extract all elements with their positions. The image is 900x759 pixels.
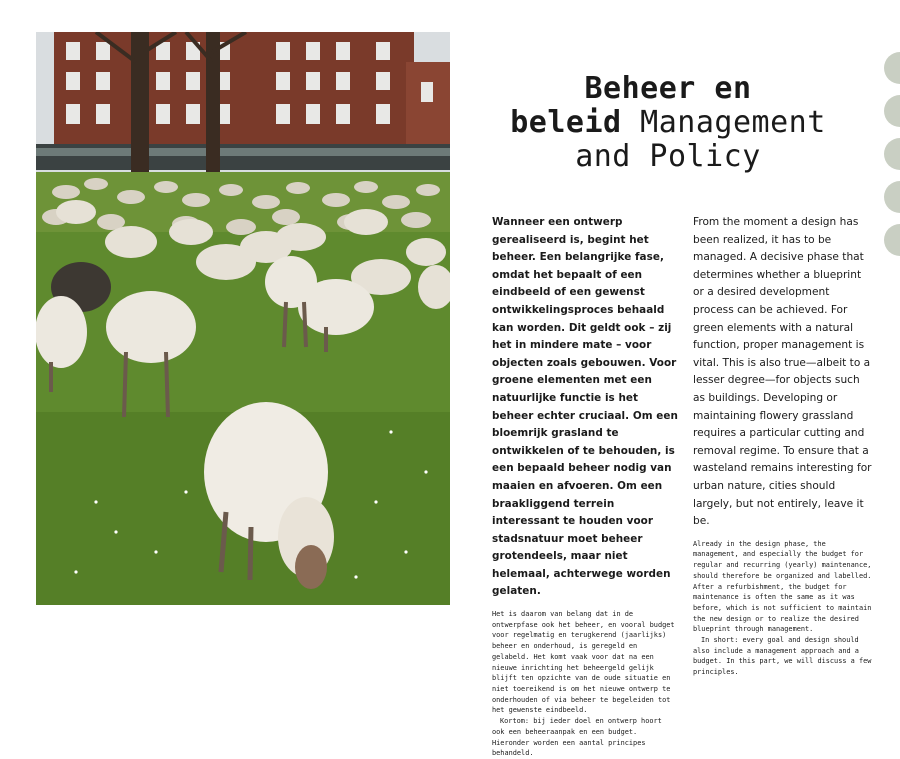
english-column	[693, 214, 873, 678]
title-english-line1: Management	[640, 105, 826, 140]
english-body-paragraph-2: In short: every goal and design should also include a management approach and a budget. In this part, we will discuss a few principles.	[693, 636, 872, 677]
dutch-column	[492, 214, 678, 759]
title-dutch-line1: Beheer en	[584, 71, 752, 106]
title-dutch-line2: beleid	[510, 105, 622, 140]
section-tab-3[interactable]	[884, 138, 900, 170]
dutch-lead-paragraph: Wanneer een ontwerp gerealiseerd is, begint het beheer. Een belangrijke fase, omdat het bepaalt of een eindbeeld of een gewenst ontwikkelingsproces behaald kan worden. Dit geldt ook – zij het in mindere mate – voor objecten zoals gebouwen. Voor groene elementen met een natuurlijke functie is het beheer echter cruciaal. Om een bloemrijk grasland te ontwikkelen of te behouden, is een bepaald beheer nodig van maaien en afvoeren. Om een braakliggend terrein interessant te houden voor stadsnatuur moet beheer grotendeels, maar niet helemaal, achterwege worden gelaten.	[492, 216, 678, 598]
section-tab-2[interactable]	[884, 95, 900, 127]
page-title	[488, 72, 848, 174]
english-body-paragraph-1: Already in the design phase, the management, and especially the budget for regular and recurring (yearly) maintenance, should therefore be organized and labelled. After a refurbishment, the budget for maintenance is often the same as it was before, which is not sufficient to maintain the new design or to realize the desired blueprint through management.	[693, 539, 872, 634]
sheep-photo	[36, 32, 450, 605]
english-lead-paragraph: From the moment a design has been realized, it has to be managed. A decisive phase that determines whether a blueprint or a desired development process can be achieved. For green elements with a natural function, proper management is vital. This is also true—albeit to a lesser degree—for objects such as buildings. Developing or maintaining flowery grassland requires a particular cutting and removal regime. To ensure that a wasteland remains interesting for urban nature, cities should largely, but not entirely, leave it be.	[693, 216, 872, 528]
section-tab-5[interactable]	[884, 224, 900, 256]
title-english-line2: and Policy	[575, 139, 761, 174]
dutch-body-paragraph-1: Het is daarom van belang dat in de ontwerpfase ook het beheer, en vooral budget voor regelmatig en terugkerend (jaarlijks) beheer en onderhoud, is geregeld en gelabeld. Het komt vaak voor dat na een nieuwe inrichting het beheergeld gelijk blijft ten opzichte van de oude situatie en niet toereikend is om het nieuwe ontwerp te onderhouden of via beheer te begeleiden tot het gewenste eindbeeld.	[492, 610, 675, 715]
section-tab-4[interactable]	[884, 181, 900, 213]
dutch-body-paragraph-2: Kortom: bij ieder doel en ontwerp hoort ook een beheeraanpak en een budget. Hieronder worden een aantal principes behandeld.	[492, 717, 662, 758]
photo-sheep-grazing-icon	[36, 32, 450, 605]
section-tab-1[interactable]	[884, 52, 900, 84]
